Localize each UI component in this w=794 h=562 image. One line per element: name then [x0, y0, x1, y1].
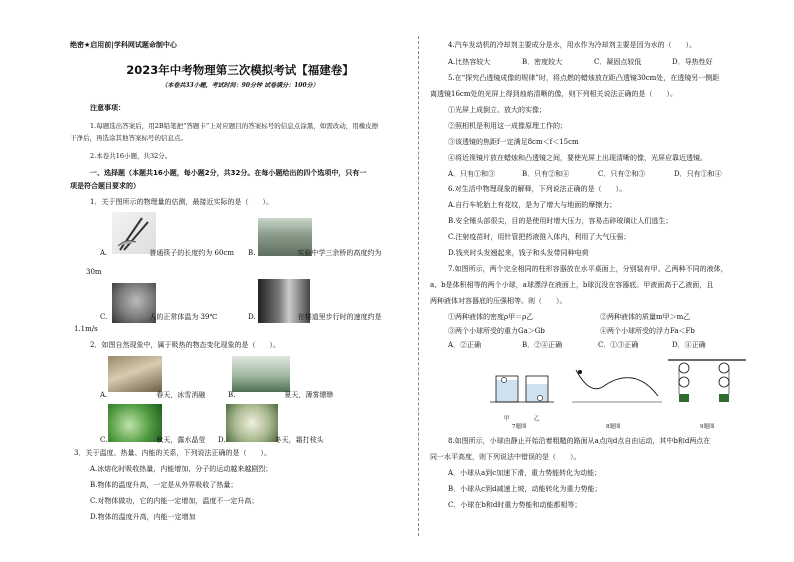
q2-option-d: D. 冬天，霜打枝头 — [218, 436, 324, 444]
q7-stem-2: a、b是体积相等的两个小球，a球漂浮在液面上，b球沉没在容器底。甲液面高于乙液面，且 — [430, 281, 714, 289]
q7-statement-2: ②两种液体的质量m甲＞m乙 — [600, 313, 691, 321]
q1-stem: 1．关于图所示的物理量的估测，最接近实际的是（ ）。 — [90, 198, 273, 206]
fig7-caption: 7题图 — [512, 424, 527, 430]
q7-option-c: C．①③正确 — [598, 341, 639, 349]
q1-option-b-cont: 30m — [86, 268, 102, 276]
q5-option-a: A．只有①和③ — [448, 170, 496, 178]
q6-option-a: A.自行车轮胎上有花纹，是为了增大与地面的摩擦力； — [448, 201, 617, 209]
q5-statement-1: ①光屏上成倒立、放大的实像； — [448, 106, 546, 114]
fig7-jia-label: 甲 — [504, 416, 510, 422]
q3-option-b: B.物体的温度升高，一定是从外界吸收了热量； — [90, 481, 238, 489]
q4-option-c: C．凝固点较低 — [594, 58, 642, 66]
chopsticks-icon — [112, 212, 156, 254]
fog-photo — [232, 356, 290, 392]
notes-heading: 注意事项： — [90, 104, 125, 112]
q2-option-b: B. 夏天，薄雾缥缈 — [228, 391, 334, 399]
q6-option-b: B.安全锤头部很尖，目的是使用时增大压力，容易击碎玻璃让人们逃生； — [448, 217, 673, 225]
q5-statement-3: ③该透镜的焦距f一定满足8cm＜f＜15cm — [448, 138, 579, 146]
confidential-note: 绝密★启用前|学科网试题命制中心 — [70, 41, 177, 49]
q7-statement-4: ④两个小球所受的浮力Fa＜Fb — [600, 327, 695, 335]
q2-stem: 2．如图自然现象中，属于吸热的物态变化现象的是（ ）。 — [90, 341, 280, 349]
q7-option-d: D．④正确 — [672, 341, 706, 349]
q3-stem: 3．关于温度、热量、内能的关系，下列说法正确的是（ ）。 — [74, 449, 271, 457]
q1-option-a: A. 普通筷子的长度约为 60cm — [100, 249, 234, 257]
fig7-containers — [490, 376, 554, 402]
q4-option-d: D．导热性好 — [672, 58, 713, 66]
exam-subtitle: （本卷共33小题，考试时间：90分钟 试卷满分：100分） — [161, 82, 319, 89]
q8-stem-1: 8.如图所示，小球由静止开始沿着粗糙的路面从a点向d点自由运动，其中b和d两点在 — [448, 437, 711, 445]
q6-option-d: D.钱夹时头发翘起来，钱子和头发带同种电荷 — [448, 249, 589, 257]
fig8-caption: 8题图 — [606, 424, 621, 430]
fig8-track — [572, 370, 662, 402]
q8-option-c: C．小球在b和d时重力势能和动能都相等； — [448, 501, 582, 509]
q4-stem: 4.汽车发动机的冷却剂主要成分是水，用水作为冷却剂主要是因为水的（ ）。 — [448, 41, 697, 49]
q6-stem: 6.对生活中物理现象的解释，下列说法正确的是（ ）。 — [448, 185, 627, 193]
q5-statement-2: ②照相机是利用这一成像原理工作的； — [448, 122, 567, 130]
q1-option-d-cont: 1.1m/s — [74, 325, 98, 333]
page-title: 2023年中考物理第三次模拟考试【福建卷】 — [126, 63, 354, 77]
q8-option-b: B．小球从c到d减速上坡，动能转化为重力势能； — [448, 485, 602, 493]
notes-line-3: 2.本卷共16小题，共32分。 — [90, 152, 172, 160]
q7-option-b: B．②④正确 — [522, 341, 563, 349]
q5-option-b: B．只有②和④ — [522, 170, 570, 178]
q5-option-d: D．只有①和④ — [674, 170, 722, 178]
q4-option-a: A.比热容较大 — [448, 58, 491, 66]
q1-option-d: D. 在楼道里步行时的速度约是 — [248, 313, 382, 321]
q3-option-c: C.对物体做功，它的内能一定增加，温度不一定升高； — [90, 497, 259, 505]
column-divider — [418, 36, 419, 536]
fig9-pulleys — [668, 360, 746, 402]
q5-option-c: C．只有②和③ — [598, 170, 646, 178]
q5-stem-1: 5.在“探究凸透镜成像的规律”时，将点燃的蜡烛放在距凸透镜30cm处，在透镜另一侧距 — [448, 74, 720, 82]
q5-stem-2: 离透镜16cm处的光屏上得到烛焰清晰的像，则下列相关说法正确的是（ ）。 — [430, 90, 677, 98]
q8-option-a: A．小球从a到c加速下滑，重力势能转化为动能； — [448, 469, 602, 477]
notes-line-1: 1.每题选出答案后，用2B铅笔把“答题卡”上对应题目的答案标号的信息点涂黑，如需改动，用橡皮擦 — [90, 122, 379, 130]
q7-stem-1: 7.如图所示，两个完全相同的柱形容器放在水平桌面上，分别装有甲、乙两种不同的液体， — [448, 265, 728, 273]
q2-option-a: A. 春天，冰雪消融 — [100, 391, 206, 399]
ice-melting-photo — [108, 356, 162, 392]
q3-option-d: D.物体的温度升高，内能一定增加 — [90, 513, 196, 521]
section-heading: 一、选择题（本题共16小题，每小题2分，共32分。在每小题给出的四个选项中，只有一 — [90, 169, 367, 177]
q7-statement-3: ③两个小球所受的重力Ga＞Gb — [448, 327, 545, 335]
q7-option-a: A．②正确 — [448, 341, 482, 349]
q7-statement-1: ①两种液体的密度ρ甲＝ρ乙 — [448, 313, 534, 321]
notes-line-2: 干净后，再选涂其他答案标号的信息点。 — [70, 134, 187, 142]
q2-option-c: C. 秋天，露水晶莹 — [100, 436, 206, 444]
q8-stem-2: 同一水平高度，则下列说法中错误的是（ ）。 — [430, 453, 581, 461]
q4-option-b: B．密度较大 — [522, 58, 563, 66]
q6-option-c: C.注射疫苗时，用针管把药液推入体内，利用了大气压强； — [448, 233, 631, 241]
fig9-caption: 9题图 — [700, 424, 715, 430]
q1-option-b: B. 实验中学三余桥的高度约为 — [248, 249, 382, 257]
section-heading-cont: 项是符合题目要求的） — [70, 182, 140, 190]
q5-statement-4: ④将近视镜片放在蜡烛和凸透镜之间，要使光屏上出现清晰的像，光屏应靠近透镜。 — [448, 154, 707, 162]
figures-row — [488, 356, 758, 416]
q7-stem-3: 两种液体对容器底的压强相等。则（ ）。 — [430, 297, 567, 305]
chopsticks-photo — [112, 212, 156, 254]
q3-option-a: A.冰熔化时吸收热量，内能增加，分子的运动越来越剧烈； — [90, 465, 273, 473]
fig7-yi-label: 乙 — [534, 416, 540, 422]
q1-option-c: C. 人的正常体温为 39℃ — [100, 313, 218, 321]
